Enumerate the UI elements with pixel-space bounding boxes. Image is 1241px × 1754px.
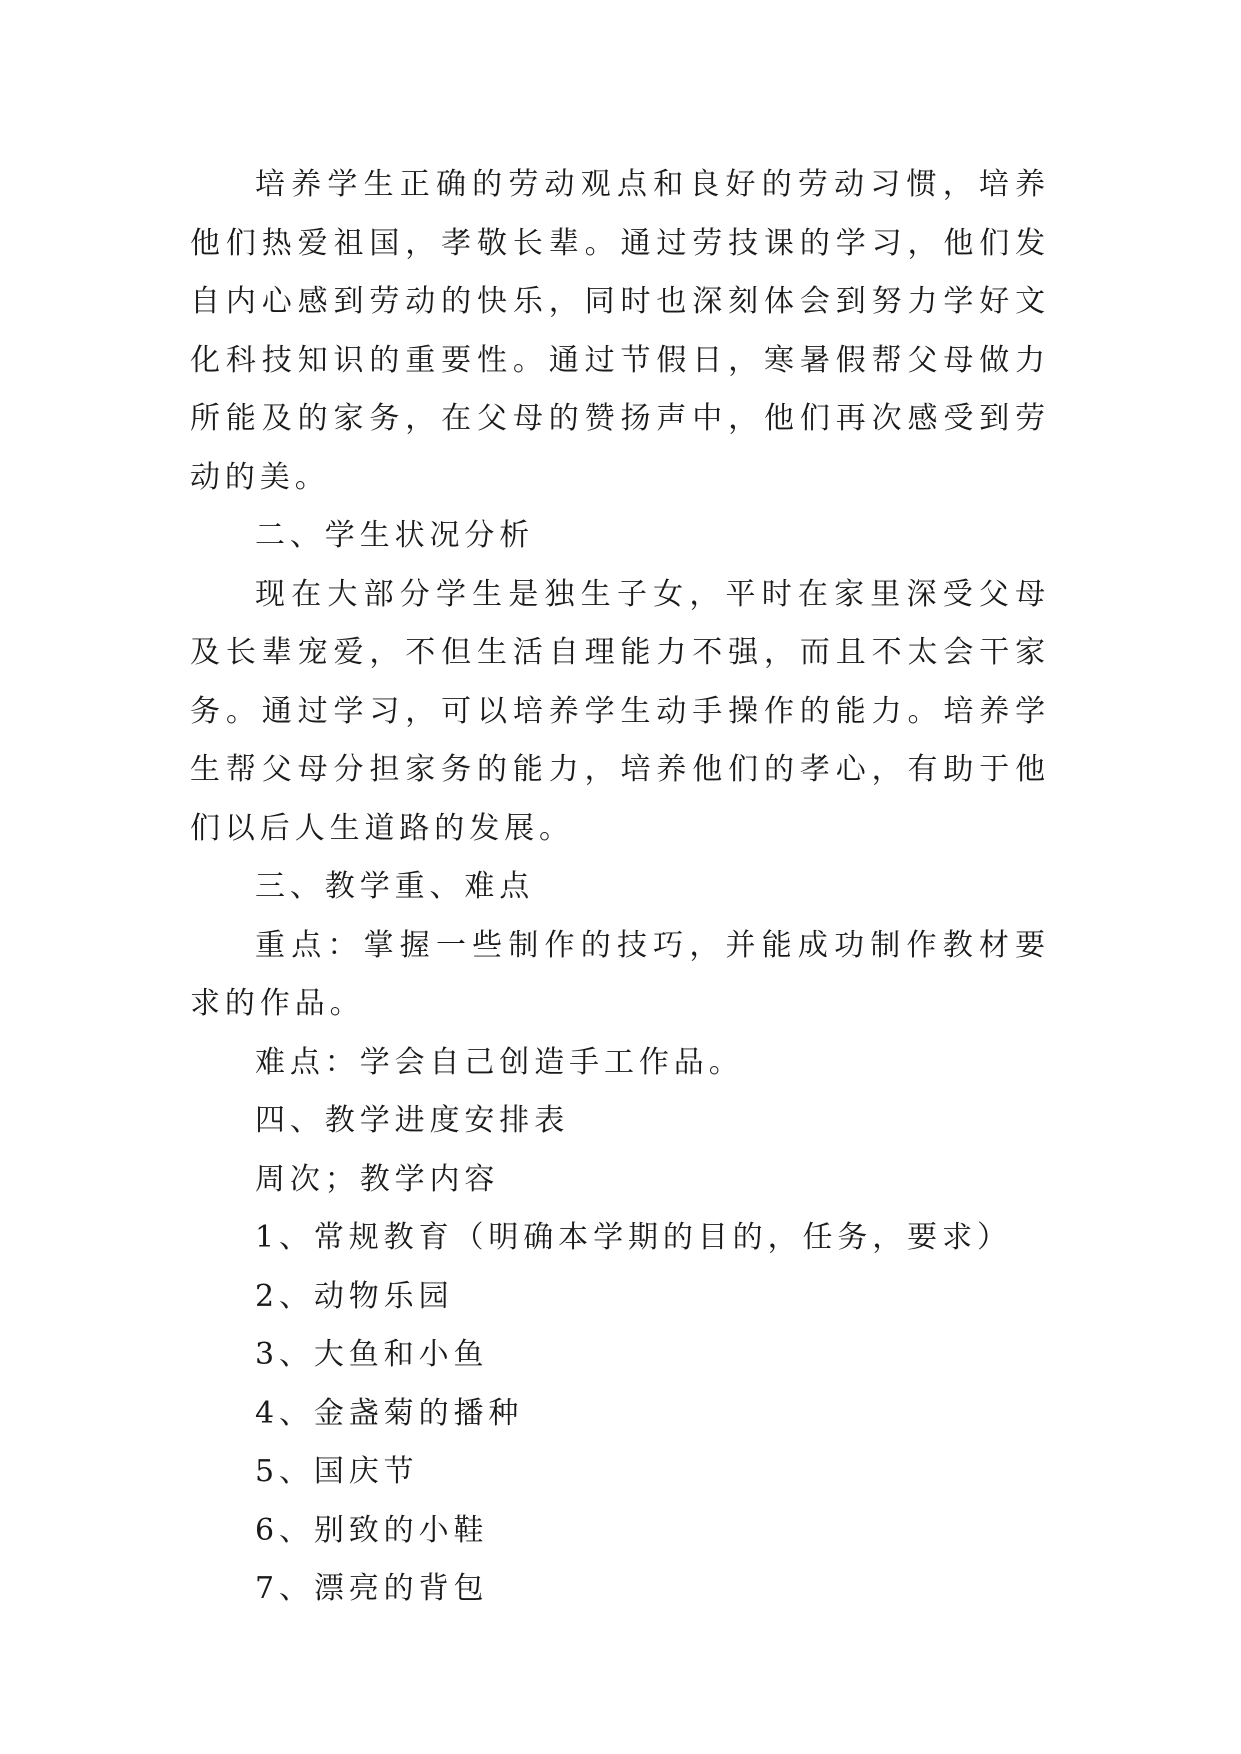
schedule-item: 2、动物乐园 [255,1278,454,1314]
paragraph-difficult-points: 难点：学会自己创造手工作品。 [255,1044,744,1080]
schedule-item: 3、大鱼和小鱼 [255,1337,489,1372]
schedule-item: 7、漂亮的背包 [255,1571,489,1606]
schedule-item: 1、常规教育（明确本学期的目的，任务，要求） [255,1220,1012,1255]
heading-key-difficult-points: 三、教学重、难点 [255,869,535,904]
schedule-item: 5、国庆节 [255,1454,419,1489]
schedule-header: 周次；教学内容 [255,1161,500,1197]
paragraph-key-points: 重点：掌握一些制作的技巧，并能成功制作教材要求的作品。 [190,927,1050,1021]
paragraph-labor-goals: 培养学生正确的劳动观点和良好的劳动习惯，培养他们热爱祖国，孝敬长辈。通过劳技课的学习，他们发自内心感到劳动的快乐，同时也深刻体会到努力学好文化科技知识的重要性。通过节假日，寒暑假帮父母做力所能及的家务，在父母的赞扬声中，他们再次感受到劳动的美。 [190,167,1050,495]
paragraph-student-analysis: 现在大部分学生是独生子女，平时在家里深受父母及长辈宠爱，不但生活自理能力不强，而且不太会干家务。通过学习，可以培养学生动手操作的能力。培养学生帮父母分担家务的能力，培养他们的孝心，有助于他们以后人生道路的发展。 [190,576,1050,846]
schedule-item: 6、别致的小鞋 [255,1512,489,1548]
heading-student-analysis: 二、学生状况分析 [255,518,535,553]
schedule-item: 4、金盏菊的播种 [255,1395,524,1431]
heading-schedule: 四、教学进度安排表 [255,1103,570,1138]
document-body [190,156,1050,1619]
